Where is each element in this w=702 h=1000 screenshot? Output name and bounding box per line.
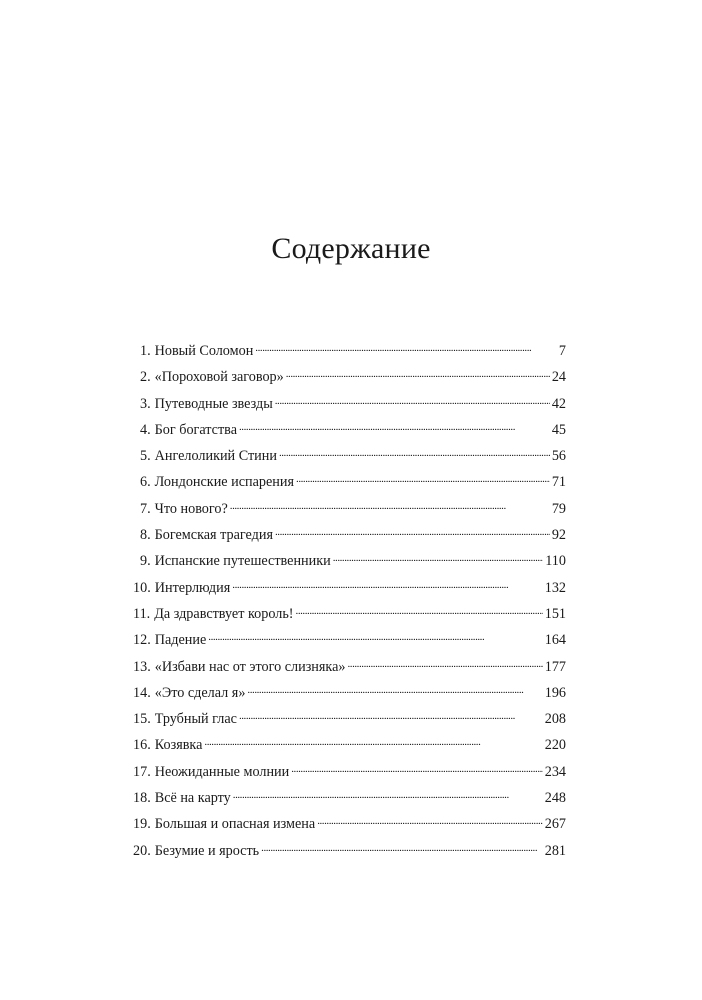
toc-entry xyxy=(133,785,566,811)
toc-dot-leader xyxy=(291,762,542,776)
toc-entry xyxy=(133,417,566,443)
toc-entry xyxy=(133,391,566,417)
toc-entry-page-number: 248 xyxy=(544,790,566,807)
toc-entry-page-number: 7 xyxy=(558,343,566,359)
toc-entry-page-number: 196 xyxy=(544,684,566,701)
toc-dot-leader xyxy=(208,630,542,644)
toc-entry-title: Неожиданные молнии xyxy=(154,763,290,780)
toc-entry-number: 16. xyxy=(133,737,151,754)
toc-dot-leader xyxy=(204,735,542,749)
toc-entry-number: 10. xyxy=(133,579,151,596)
toc-entry-page-number: 71 xyxy=(551,474,566,491)
toc-dot-leader xyxy=(317,814,543,828)
toc-entry-page-number: 234 xyxy=(544,763,566,780)
toc-entry-page-number: 24 xyxy=(551,369,566,386)
toc-entry-number: 2. xyxy=(140,369,151,386)
toc-entry-title: «Пороховой заговор» xyxy=(154,369,284,386)
toc-entry xyxy=(133,496,566,522)
toc-dot-leader xyxy=(230,499,550,513)
toc-entry-page-number: 79 xyxy=(551,500,566,517)
toc-dot-leader xyxy=(275,525,550,539)
toc-entry xyxy=(133,522,566,548)
toc-entry xyxy=(133,759,566,785)
toc-entry-title: Интерлюдия xyxy=(154,579,231,596)
toc-dot-leader xyxy=(247,683,542,697)
toc-entry-page-number: 164 xyxy=(544,632,566,649)
toc-dot-leader xyxy=(296,472,550,486)
toc-entry-page-number: 208 xyxy=(544,711,566,728)
toc-entry-page-number: 110 xyxy=(545,553,566,570)
toc-entry-number: 3. xyxy=(140,395,151,412)
toc-entry-number: 9. xyxy=(140,553,151,570)
toc-entry xyxy=(133,654,566,680)
toc-entry-page-number: 267 xyxy=(544,816,566,833)
toc-dot-leader xyxy=(233,788,543,802)
toc-entry xyxy=(133,575,566,601)
toc-entry-page-number: 132 xyxy=(544,579,566,596)
toc-entry-page-number: 45 xyxy=(551,421,566,438)
toc-entry xyxy=(133,601,566,627)
toc-entry-title: Новый Соломон xyxy=(154,343,254,359)
toc-entry-title: Большая и опасная измена xyxy=(154,816,316,833)
toc-entry-title: Бог богатства xyxy=(154,421,237,438)
toc-entry-title: Всё на карту xyxy=(154,790,231,807)
toc-entry-number: 18. xyxy=(133,790,151,807)
toc-dot-leader xyxy=(347,657,542,671)
toc-entry-number: 15. xyxy=(133,711,151,728)
toc-dot-leader xyxy=(275,394,550,408)
toc-entry-title: Падение xyxy=(154,632,207,649)
toc-dot-leader xyxy=(286,367,550,381)
toc-entry xyxy=(133,838,566,864)
toc-entry-number: 4. xyxy=(140,421,151,438)
table-of-contents xyxy=(133,338,566,864)
toc-dot-leader xyxy=(255,341,557,355)
toc-entry-number: 6. xyxy=(140,474,151,491)
toc-entry-number: 20. xyxy=(133,842,151,859)
toc-dot-leader xyxy=(296,604,543,618)
toc-entry-number: 13. xyxy=(133,658,151,675)
toc-entry-page-number: 56 xyxy=(551,448,566,465)
toc-entry xyxy=(133,443,566,469)
toc-entry-page-number: 281 xyxy=(544,842,566,859)
toc-entry xyxy=(133,338,566,364)
toc-entry-title: Козявка xyxy=(154,737,203,754)
toc-entry-number: 14. xyxy=(133,684,151,701)
toc-entry xyxy=(133,811,566,837)
toc-entry xyxy=(133,469,566,495)
toc-dot-leader xyxy=(333,551,544,565)
toc-entry xyxy=(133,680,566,706)
toc-entry-page-number: 151 xyxy=(544,605,566,622)
toc-entry-page-number: 92 xyxy=(551,527,566,544)
toc-dot-leader xyxy=(261,841,543,855)
toc-entry-title: «Избави нас от этого слизняка» xyxy=(154,658,346,675)
page-title: Содержание xyxy=(271,232,431,265)
toc-dot-leader xyxy=(232,578,542,592)
toc-entry xyxy=(133,627,566,653)
toc-entry-number: 19. xyxy=(133,816,151,833)
toc-entry-number: 1. xyxy=(140,343,151,359)
toc-entry-number: 17. xyxy=(133,763,151,780)
toc-dot-leader xyxy=(279,446,550,460)
toc-entry-number: 8. xyxy=(140,527,151,544)
toc-entry-title: Да здравствует король! xyxy=(154,605,294,622)
toc-entry-number: 11. xyxy=(133,605,151,622)
toc-entry-number: 12. xyxy=(133,632,151,649)
toc-entry xyxy=(133,706,566,732)
toc-entry-title: Безумие и ярость xyxy=(154,842,260,859)
toc-entry-title: «Это сделал я» xyxy=(154,684,246,701)
toc-entry xyxy=(133,548,566,574)
toc-entry-page-number: 42 xyxy=(551,395,566,412)
toc-dot-leader xyxy=(239,420,550,434)
toc-entry-number: 7. xyxy=(140,500,151,517)
toc-entry-title: Трубный глас xyxy=(154,711,237,728)
toc-entry-title: Что нового? xyxy=(154,500,228,517)
toc-entry-title: Испанские путешественники xyxy=(154,553,331,570)
toc-entry-page-number: 177 xyxy=(544,658,566,675)
toc-entry-title: Ангелоликий Стини xyxy=(154,448,277,465)
toc-entry-title: Лондонские испарения xyxy=(154,474,295,491)
toc-entry-title: Путеводные звезды xyxy=(154,395,273,412)
toc-entry xyxy=(133,732,566,758)
toc-entry-page-number: 220 xyxy=(544,737,566,754)
toc-entry xyxy=(133,364,566,390)
toc-entry-number: 5. xyxy=(140,448,151,465)
toc-entry-title: Богемская трагедия xyxy=(154,527,273,544)
toc-dot-leader xyxy=(239,709,543,723)
